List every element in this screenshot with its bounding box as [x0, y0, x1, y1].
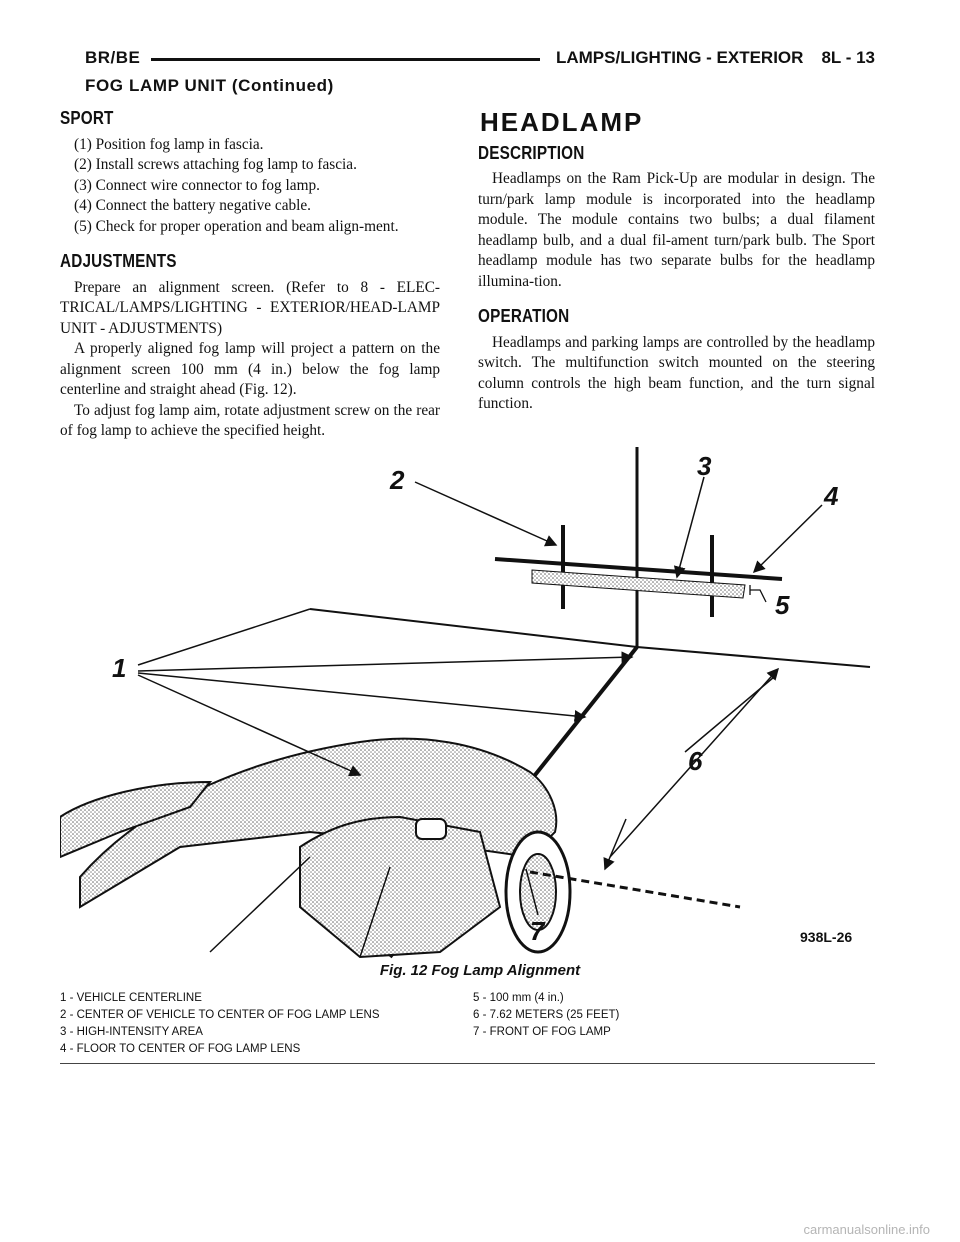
step-4: (4) Connect the battery negative cable.: [74, 197, 311, 214]
legend-item-4: 4 - FLOOR TO CENTER OF FOG LAMP LENS: [60, 1043, 301, 1055]
wall-floor-right-line: [637, 647, 870, 667]
leader-2: [415, 482, 556, 545]
legend-right: [473, 990, 619, 1041]
fog-lamp-alignment-diagram: [60, 437, 880, 962]
step-3: (3) Connect wire connector to fog lamp.: [74, 176, 320, 194]
header-rule: [151, 58, 540, 61]
leader-1b: [138, 657, 632, 671]
callout-7: 7: [530, 916, 545, 946]
legend-bottom-rule: [60, 1063, 875, 1064]
figure-code: 938L-26: [800, 929, 853, 945]
wall-floor-left-line: [310, 609, 637, 647]
operation-heading: OPERATION: [478, 306, 570, 326]
headlamp-heading: HEADLAMP: [480, 107, 644, 137]
leader-1c: [138, 673, 585, 717]
leader-6: [685, 677, 774, 752]
callout-5: 5: [775, 590, 790, 620]
adjustments-heading: ADJUSTMENTS: [60, 251, 177, 271]
legend-item-3: 3 - HIGH-INTENSITY AREA: [60, 1026, 203, 1038]
legend-item-5: 5 - 100 mm (4 in.): [473, 992, 564, 1004]
step-2: (2) Install screws attaching fog lamp to fascia.: [74, 156, 357, 173]
legend-item-1: 1 - VEHICLE CENTERLINE: [60, 992, 202, 1004]
step-1: (1) Position fog lamp in fascia.: [74, 135, 264, 153]
callout-2: 2: [390, 465, 405, 495]
adjustments-paragraph-2: A properly aligned fog lamp will project a pattern on the alignment screen 100 mm (4 in.) below the fog lamp centerline and straight ahead (Fig. 12).: [60, 340, 440, 398]
callout-6: 6: [688, 746, 703, 776]
legend-item-6: 6 - 7.62 METERS (25 FEET): [473, 1009, 620, 1021]
leader-7b: [605, 819, 626, 869]
legend-left: [60, 990, 380, 1058]
legend-item-2: 2 - CENTER OF VEHICLE TO CENTER OF FOG LAMP LENS: [60, 1009, 380, 1021]
leader-4: [754, 505, 822, 572]
footer-watermark: carmanualsonline.info: [803, 1222, 930, 1237]
header-section: LAMPS/LIGHTING - EXTERIOR: [555, 48, 804, 67]
leader-1a: [138, 609, 310, 665]
left-column: [60, 108, 440, 442]
car-windshield: [300, 817, 500, 957]
leader-1d: [138, 675, 360, 775]
callout-4: 4: [824, 481, 839, 511]
operation-paragraph: Headlamps and parking lamps are controlled by the headlamp switch. The multifunction switch mounted on the steering column controls the high beam function, and the turn signal function.: [478, 333, 875, 412]
right-column: [478, 108, 875, 415]
adjustments-paragraph-3: To adjust fog lamp aim, rotate adjustment screw on the rear of fog lamp to achieve the specified height.: [60, 401, 440, 439]
adjustments-paragraph-1: Prepare an alignment screen. (Refer to 8 - ELEC-TRICAL/LAMPS/LIGHTING - EXTERIOR/HEAD-LAMP UNIT - ADJUSTMENTS): [60, 278, 440, 337]
description-heading: DESCRIPTION: [478, 142, 585, 163]
figure-caption: Fig. 12 Fog Lamp Alignment: [379, 962, 581, 979]
sport-heading: SPORT: [60, 108, 114, 128]
callout-1: 1: [112, 653, 127, 683]
leader-3: [677, 477, 704, 577]
page-header: [85, 44, 875, 74]
dimension-100mm-mark: [750, 585, 766, 602]
header-page-number: 8L - 13: [821, 48, 875, 67]
callout-3: 3: [697, 451, 712, 481]
legend-item-7: 7 - FRONT OF FOG LAMP: [473, 1026, 611, 1038]
step-5: (5) Check for proper operation and beam align-ment.: [74, 217, 399, 235]
header-section-block: [556, 48, 875, 68]
header-model: BR/BE: [85, 48, 141, 67]
car-mirror: [416, 819, 446, 839]
description-paragraph: Headlamps on the Ram Pick-Up are modular in design. The turn/park lamp module is incorporated into the headlamp module. The module contains two bulbs; a dual filament headlamp bulb, and a dual fil-ament turn/park bulb. The Sport headlamp module has two separate bulbs for the headlamp illumina-tion.: [478, 170, 875, 290]
continued-title: FOG LAMP UNIT (Continued): [85, 76, 334, 95]
